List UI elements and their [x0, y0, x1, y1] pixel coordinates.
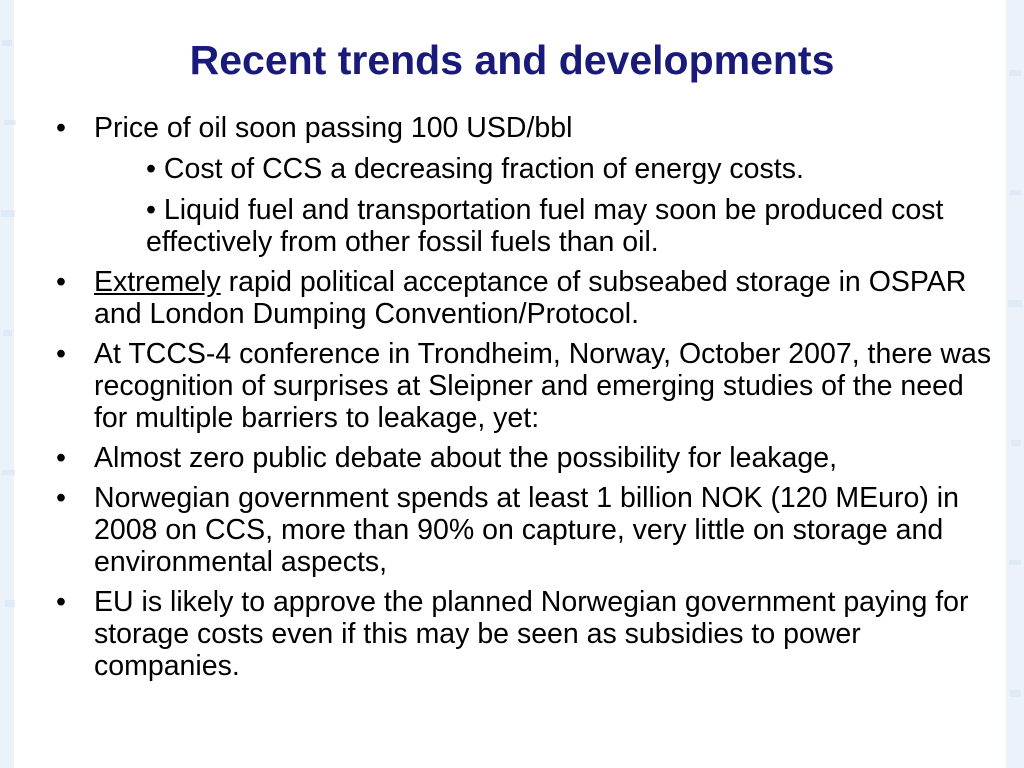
bullet-item — [52, 482, 1002, 578]
bullet-text: EU is likely to approve the planned Norwegian government paying for storage costs even if this may be seen as subsidies to power companies. — [94, 586, 969, 682]
bullet-marker: • — [56, 586, 66, 618]
bullet-item — [52, 338, 1002, 434]
bullet-marker: • — [56, 112, 66, 144]
slide-title: Recent trends and developments — [189, 37, 835, 83]
bullet-item — [52, 586, 1002, 682]
sub-bullet-list — [94, 153, 1002, 258]
bullet-emphasis: Extremely — [94, 266, 221, 298]
bullet-marker: • — [56, 442, 66, 474]
sub-bullet-text: • Cost of CCS a decreasing fraction of energy costs. — [146, 153, 804, 185]
bullet-item — [52, 266, 1002, 330]
bullet-item — [52, 112, 1002, 258]
sub-bullet-text: • Liquid fuel and transportation fuel may soon be produced cost effectively from other fossil fuels than oil. — [146, 194, 944, 258]
bullet-text: At TCCS-4 conference in Trondheim, Norway, October 2007, there was recognition of surprises at Sleipner and emerging studies of the need for multiple barriers to leakage, yet: — [94, 338, 992, 434]
bullet-text: Norwegian government spends at least 1 billion NOK (120 MEuro) in 2008 on CCS, more than 90% on capture, very little on storage and environmental aspects, — [94, 482, 959, 578]
bullet-text: rapid political acceptance of subseabed storage in OSPAR and London Dumping Convention/Protocol. — [94, 266, 967, 330]
bullet-list — [52, 112, 1002, 690]
bullet-marker: • — [56, 338, 66, 370]
bullet-item — [52, 442, 1002, 474]
bullet-marker: • — [56, 482, 66, 514]
bullet-text: Almost zero public debate about the possibility for leakage, — [94, 442, 838, 474]
bullet-text: Price of oil soon passing 100 USD/bbl — [94, 112, 573, 144]
bullet-marker: • — [56, 266, 66, 298]
